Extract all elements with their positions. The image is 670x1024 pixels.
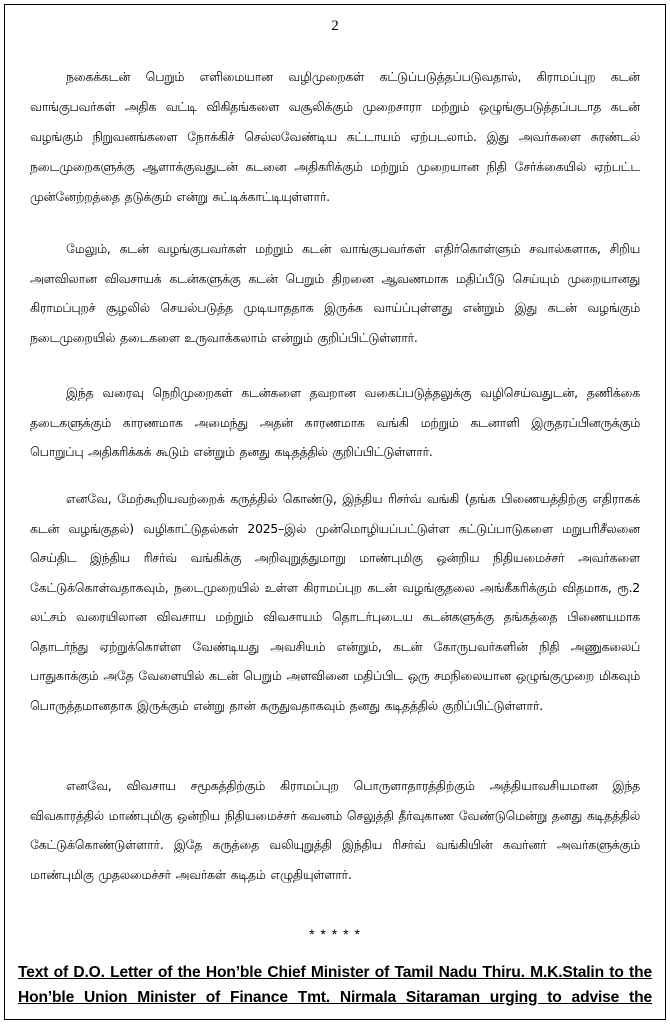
paragraph-2: மேலும், கடன் வழங்குபவர்கள் மற்றும் கடன் வாங்குபவர்கள் எதிர்கொள்ளும் சவால்களாக, சிறிய அளவிலான விவசாயக் கடன்களுக்கு கடன் பெறும் திறனை ஆவணமாக மதிப்பீடு செய்யும் முறையானது கிராமப்புறச் சூழலில் செயல்படுத்த முடியாததாக இருக்க வாய்ப்புள்ளது என்றும் இது கடன் வழங்கும் நடைமுறையில் தடைகளை உருவாக்கலாம் என்றும் குறிப்பிட்டுள்ளார். — [30, 241, 640, 345]
paragraph-4: எனவே, மேற்கூறியவற்றைக் கருத்தில் கொண்டு, இந்திய ரிசர்வ் வங்கி (தங்க பிணையத்திற்கு எதிராகக் கடன் வழங்குதல்) வழிகாட்டுதல்கள் 2025–இல் முன்மொழியப்பட்டுள்ள கட்டுப்பாடுகளை மறுபரிசீலனை செய்திட இந்திய ரிசர்வ் வங்கிக்கு அறிவுறுத்துமாறு மாண்புமிகு ஒன்றிய நிதியமைச்சர் அவர்களை கேட்டுக்கொள்வதாகவும், நடைமுறையில் உள்ள கிராமப்புற கடன் வழங்குதலை அங்கீகரிக்கும் விதமாக, ரூ.2 லட்சம் வரையிலான விவசாய மற்றும் விவசாயம் தொடர்புடைய கடன்களுக்கு தங்கத்தை பிணையமாக தொடர்ந்து ஏற்றுக்கொள்ள வேண்டியது அவசியம் என்றும், கடன் கோருபவர்களின் நிதி அணுகலைப் பாதுகாக்கும் அதே வேளையில் கடன் பெறும் அளவினை மதிப்பிட ஒரு சமநிலையான ஒழுங்குமுறை மிகவும் பொருத்தமானதாக இருக்கும் என்று தான் கருதுவதாகவும் தனது கடிதத்தில் குறிப்பிட்டுள்ளார். — [30, 491, 640, 713]
paragraph-3: இந்த வரைவு நெறிமுறைகள் கடன்களை தவறான வகைப்படுத்தலுக்கு வழிசெய்வதுடன், தணிக்கை தடைகளுக்கும் காரணமாக அமைந்து அதன் காரணமாக வங்கி மற்றும் கடனாளி இருதரப்பினருக்கும் பொறுப்பு அதிகரிக்கக் கூடும் என்றும் தனது கடிதத்தில் குறிப்பிட்டுள்ளார். — [30, 385, 640, 459]
section-separator: * * * * * — [309, 926, 361, 942]
page-number: 2 — [331, 18, 339, 34]
paragraph-1: நகைக்கடன் பெறும் எளிமையான வழிமுறைகள் கட்டுப்படுத்தப்படுவதால், கிராமப்புற கடன் வாங்குபவர்கள் அதிக வட்டி விகிதங்களை வசூலிக்கும் முறைசாரா மற்றும் ஒழுங்குபடுத்தப்படாத கடன் வழங்கும் நிறுவனங்களை நோக்கிச் செல்லவேண்டிய கட்டாயம் ஏற்படலாம். இது அவர்களை சுரண்டல் நடைமுறைகளுக்கு ஆளாக்குவதுடன் கடனை அதிகரிக்கும் மற்றும் முறையான நிதி சேர்க்கையில் ஏற்பட்ட முன்னேற்றத்தை தடுக்கும் என்று சுட்டிக்காட்டியுள்ளார். — [30, 69, 640, 204]
paragraph-5: எனவே, விவசாய சமூகத்திற்கும் கிராமப்புற பொருளாதாரத்திற்கும் அத்தியாவசியமான இந்த விவகாரத்தில் மாண்புமிகு ஒன்றிய நிதியமைச்சர் கவனம் செலுத்தி தீர்வுகாண வேண்டுமென்று தனது கடிதத்தில் கேட்டுக்கொண்டுள்ளார். இதே கருத்தை வலியுறுத்தி இந்திய ரிசர்வ் வங்கியின் கவர்னர் அவர்களுக்கும் மாண்புமிகு முதலமைச்சர் அவர்கள் கடிதம் எழுதியுள்ளார். — [30, 778, 640, 882]
letter-heading: Text of D.O. Letter of the Hon’ble Chief Minister of Tamil Nadu Thiru. M.K.Stalin to the Hon’ble Union Minister of Finance Tmt. Nirmala Sitaraman urging to advise the — [18, 964, 652, 1006]
